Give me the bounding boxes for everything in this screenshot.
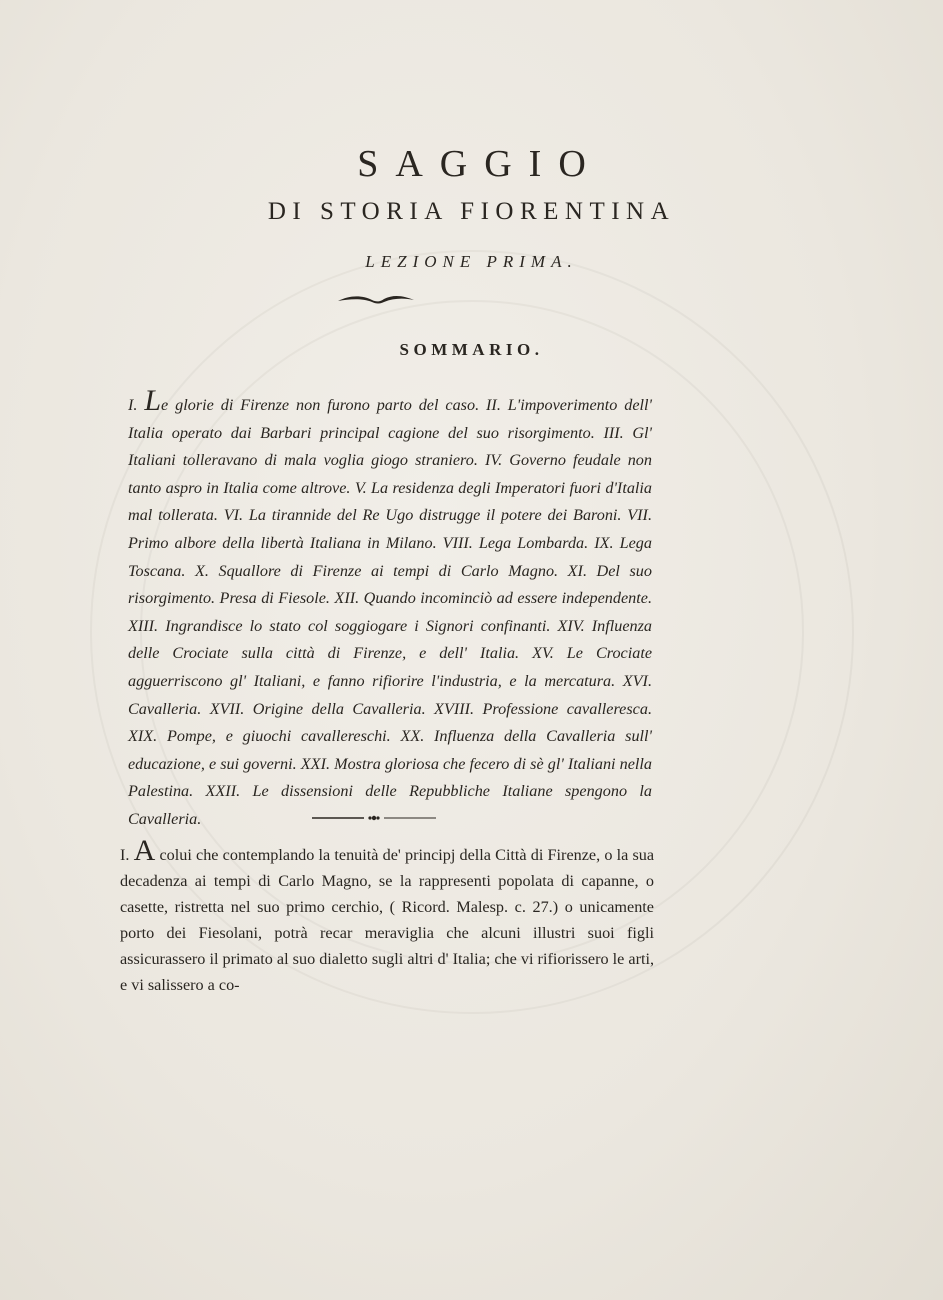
paragraph-initial: A xyxy=(133,834,156,867)
paragraph-numeral: I. xyxy=(120,846,130,864)
sommario-initial: L xyxy=(144,384,162,417)
sommario-text xyxy=(128,384,653,834)
sommario-numeral: I. xyxy=(128,396,138,414)
lecture-label: LEZIONE PRIMA. xyxy=(365,252,578,271)
main-paragraph xyxy=(120,834,655,998)
page-title: SAGGIO xyxy=(357,143,603,185)
sommario-heading: SOMMARIO. xyxy=(399,340,544,359)
section-divider-icon xyxy=(312,812,436,824)
sommario-body: e glorie di Firenze non furono parto del caso. II. L'impoverimento dell' Italia operato dai Barbari principal cagione del suo risorgimento. III. Gl' Italiani tolleravano di mala voglia giogo straniero. IV. Governo feudale non tanto aspro in Italia come altrove. V. La residenza degli Imperatori fuori d'Italia mal tollerata. VI. La tirannide del Re Ugo distrugge il potere dei Baroni. VII. Primo albore della libertà Italiana in Milano. VIII. Lega Lombarda. IX. Lega Toscana. X. Squallore di Firenze ai tempi di Carlo Magno. XI. Del suo risorgimento. Presa di Fiesole. XII. Quando incominciò ad essere independente. XIII. Ingrandisce lo stato col soggiogare i Signori confinanti. XIV. Influenza delle Crociate sulla città di Firenze, e dell' Italia. XV. Le Crociate agguerriscono gl' Italiani, e fanno rifiorire l'industria, e la mercatura. XVI. Cavalleria. XVII. Origine della Cavalleria. XVIII. Professione cavalleresca. XIX. Pompe, e giuochi cavallereschi. XX. Influenza della Cavalleria sull' educazione, e sui governi. XXI. Mostra gloriosa che fecero di sè gl' Italiani nella Palestina. XXII. Le dissensioni delle Repubbliche Italiane spengono la Cavalleria. xyxy=(128,396,653,828)
page-subtitle: DI STORIA FIORENTINA xyxy=(267,198,676,225)
ornament-flourish-icon xyxy=(336,292,416,308)
paragraph-body: colui che contemplando la tenuità de' principj della Città di Firenze, o la sua decadenza ai tempi di Carlo Magno, se la rappresenti popolata di capanne, o casette, ristretta nel suo primo cerchio, ( Ricord. Malesp. c. 27.) o unicamente porto dei Fiesolani, potrà recar meraviglia che alcuni illustri suoi figli assicurassero il primato al suo dialetto sugli altri d' Italia; che vi rifiorissero le arti, e vi salissero a co- xyxy=(120,846,655,994)
